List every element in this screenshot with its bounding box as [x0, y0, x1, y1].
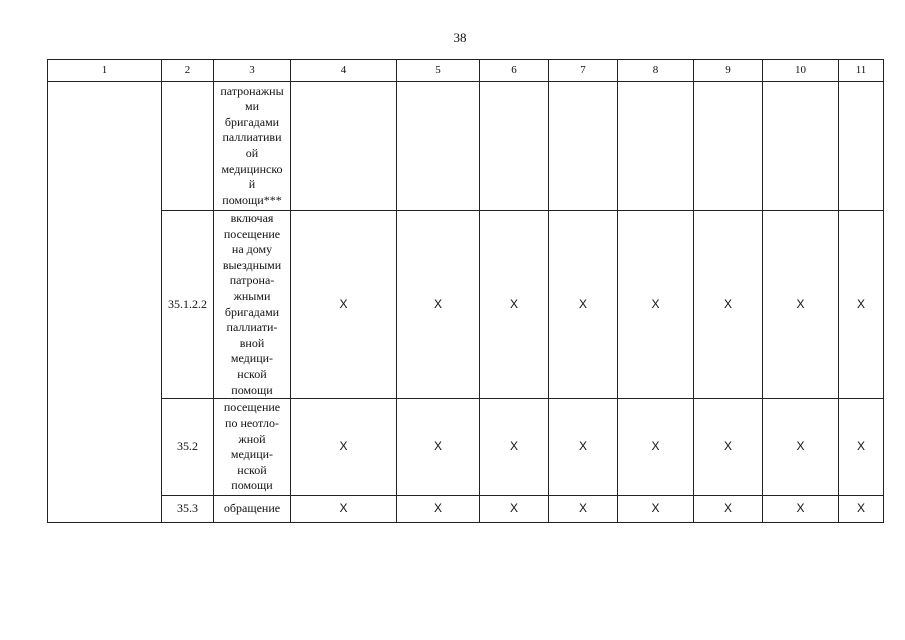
- mark-cell: X: [291, 399, 397, 496]
- description-line: помощи: [231, 478, 273, 493]
- description-line: нской: [237, 366, 267, 381]
- description-line: й: [248, 177, 256, 192]
- description-line: паллиативи: [222, 130, 282, 145]
- description-line: медици-: [230, 351, 274, 366]
- row-description-cell: [214, 399, 291, 496]
- description-line: посещение: [223, 400, 281, 415]
- column-header: 10: [763, 60, 839, 82]
- mark-cell: X: [480, 211, 549, 399]
- description-line: жной: [238, 431, 266, 446]
- mark-cell: [694, 82, 763, 211]
- table-row: [48, 211, 884, 399]
- mark-cell: [480, 82, 549, 211]
- mark-cell: [763, 82, 839, 211]
- description-line: выездными: [222, 257, 282, 272]
- mark-cell: X: [694, 496, 763, 523]
- mark-cell: X: [397, 399, 480, 496]
- column-header: 5: [397, 60, 480, 82]
- column-header: 7: [549, 60, 618, 82]
- column-header: 1: [48, 60, 162, 82]
- table-header-row: [48, 60, 884, 82]
- mark-cell: X: [397, 496, 480, 523]
- description-line: обращение: [223, 501, 281, 516]
- mark-cell: X: [480, 399, 549, 496]
- description-line: посещение: [223, 226, 281, 241]
- mark-cell: X: [839, 211, 884, 399]
- description-line: бригадами: [224, 114, 280, 129]
- column-header: 6: [480, 60, 549, 82]
- column-header: 11: [839, 60, 884, 82]
- mark-cell: X: [694, 399, 763, 496]
- mark-cell: [549, 82, 618, 211]
- merged-first-column-cell: [48, 82, 162, 523]
- mark-cell: X: [618, 496, 694, 523]
- row-description-cell: [214, 82, 291, 211]
- mark-cell: [839, 82, 884, 211]
- row-code-cell: 35.2: [162, 399, 214, 496]
- row-code-cell: [162, 82, 214, 211]
- description-line: жными: [233, 288, 271, 303]
- description-line: включая: [230, 211, 274, 225]
- description-line: помощи***: [222, 192, 282, 207]
- description-line: вной: [239, 335, 265, 350]
- description-line: медицинско: [221, 161, 283, 176]
- description-line: патронажны: [220, 83, 284, 98]
- description-line: паллиати-: [226, 320, 278, 335]
- row-description-cell: [214, 211, 291, 399]
- description-line: ми: [244, 99, 259, 114]
- description-line: нской: [237, 462, 267, 477]
- mark-cell: X: [763, 399, 839, 496]
- mark-cell: X: [763, 211, 839, 399]
- description-line: по неотло-: [225, 415, 279, 430]
- column-header: 4: [291, 60, 397, 82]
- table-row: [48, 82, 884, 211]
- mark-cell: X: [839, 496, 884, 523]
- mark-cell: X: [291, 496, 397, 523]
- description-line: на дому: [231, 242, 273, 257]
- mark-cell: X: [549, 399, 618, 496]
- description-line: ой: [245, 146, 259, 160]
- mark-cell: X: [839, 399, 884, 496]
- mark-cell: [397, 82, 480, 211]
- mark-cell: X: [618, 211, 694, 399]
- data-table: [47, 59, 884, 523]
- row-description-cell: [214, 496, 291, 523]
- description-line: патрона-: [229, 273, 275, 288]
- column-header: 8: [618, 60, 694, 82]
- column-header: 9: [694, 60, 763, 82]
- description-line: медици-: [230, 447, 274, 462]
- mark-cell: X: [480, 496, 549, 523]
- page-number: 38: [453, 30, 467, 45]
- column-header: 3: [214, 60, 291, 82]
- mark-cell: X: [763, 496, 839, 523]
- mark-cell: X: [618, 399, 694, 496]
- table-row: [48, 399, 884, 496]
- mark-cell: X: [549, 496, 618, 523]
- mark-cell: X: [397, 211, 480, 399]
- mark-cell: [291, 82, 397, 211]
- mark-cell: X: [291, 211, 397, 399]
- mark-cell: [618, 82, 694, 211]
- table-row: [48, 496, 884, 523]
- description-line: помощи: [231, 382, 273, 397]
- row-code-cell: 35.3: [162, 496, 214, 523]
- description-line: бригадами: [224, 304, 280, 319]
- row-code-cell: 35.1.2.2: [162, 211, 214, 399]
- column-header: 2: [162, 60, 214, 82]
- mark-cell: X: [549, 211, 618, 399]
- mark-cell: X: [694, 211, 763, 399]
